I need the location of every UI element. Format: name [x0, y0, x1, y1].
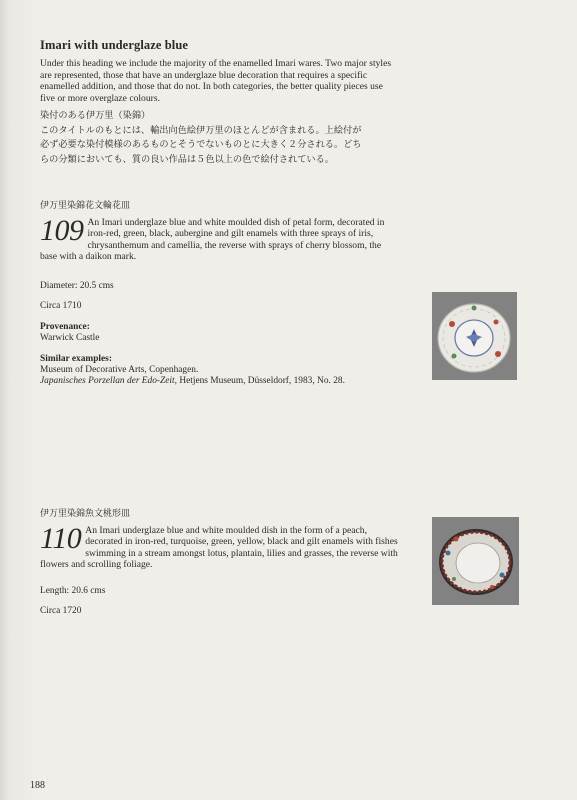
- page-number: 188: [30, 780, 45, 791]
- provenance-value: Warwick Castle: [40, 333, 100, 343]
- similar-example-2: [40, 376, 440, 387]
- section-title: Imari with underglaze blue: [40, 38, 189, 52]
- item-109-entry: [40, 214, 400, 262]
- japanese-line: らの分類においても、質の良い作品は５色以上の色で絵付されている。: [40, 153, 334, 165]
- lot-number: 109: [40, 214, 84, 247]
- dish-109-photo: [432, 292, 517, 380]
- similar-example-2-rest: Hetjens Museum, Düsseldorf, 1983, No. 28.: [176, 376, 345, 386]
- japanese-intro: [40, 109, 410, 167]
- lot-number: 110: [40, 522, 82, 555]
- japanese-line: 必ず必要な染付模様のあるものとそうでないものとに大きく２分される。どち: [40, 139, 362, 150]
- similar-examples-label: Similar examples:: [40, 354, 112, 364]
- petal-dish-icon: [432, 292, 517, 380]
- japanese-heading: 染付のある伊万里（染錦）: [40, 110, 151, 121]
- provenance-label: Provenance:: [40, 322, 90, 332]
- similar-example-2-title: Japanisches Porzellan der Edo-Zeit,: [40, 376, 177, 386]
- japanese-line: このタイトルのもとには、輸出向色絵伊万里のほとんどが含まれる。上絵付が: [40, 124, 362, 136]
- item-description: An Imari underglaze blue and white moulded dish in the form of a peach, decorated in iron-red, turquoise, green, yellow, black and gilt enamels with fishes swimming in a stream amongst lotus, plantain, lilies and grasses, the reverse with flowers and scrolling foliage.: [40, 525, 398, 570]
- item-109-japanese-title: 伊万里染錦花文輪花皿: [40, 201, 131, 211]
- item-110-dimension: Length: 20.6 cms: [40, 586, 106, 596]
- peach-dish-icon: [432, 517, 519, 605]
- item-109-dimension: Diameter: 20.5 cms: [40, 281, 114, 291]
- item-110-date: Circa 1720: [40, 606, 82, 616]
- item-description: An Imari underglaze blue and white moulded dish of petal form, decorated in iron-red, green, black, aubergine and gilt enamels with three sprays of iris, chrysanthemum and camellia, the reverse with sprays of cherry blossom, the base with a daikon mark.: [40, 217, 385, 262]
- intro-paragraph: Under this heading we include the majority of the enamelled Imari wares. Two major styles are represented, those that have an underglaze blue decoration that requires a specific enamelled addition, and those that do not. In both categories, the better quality pieces use five or more overglaze colours.: [40, 58, 392, 104]
- similar-example-1: Museum of Decorative Arts, Copenhagen.: [40, 365, 199, 375]
- item-110-entry: [40, 522, 400, 570]
- item-110-japanese-title: 伊万里染錦魚文桃形皿: [40, 509, 131, 519]
- dish-110-photo: [432, 517, 519, 605]
- item-109-date: Circa 1710: [40, 301, 82, 311]
